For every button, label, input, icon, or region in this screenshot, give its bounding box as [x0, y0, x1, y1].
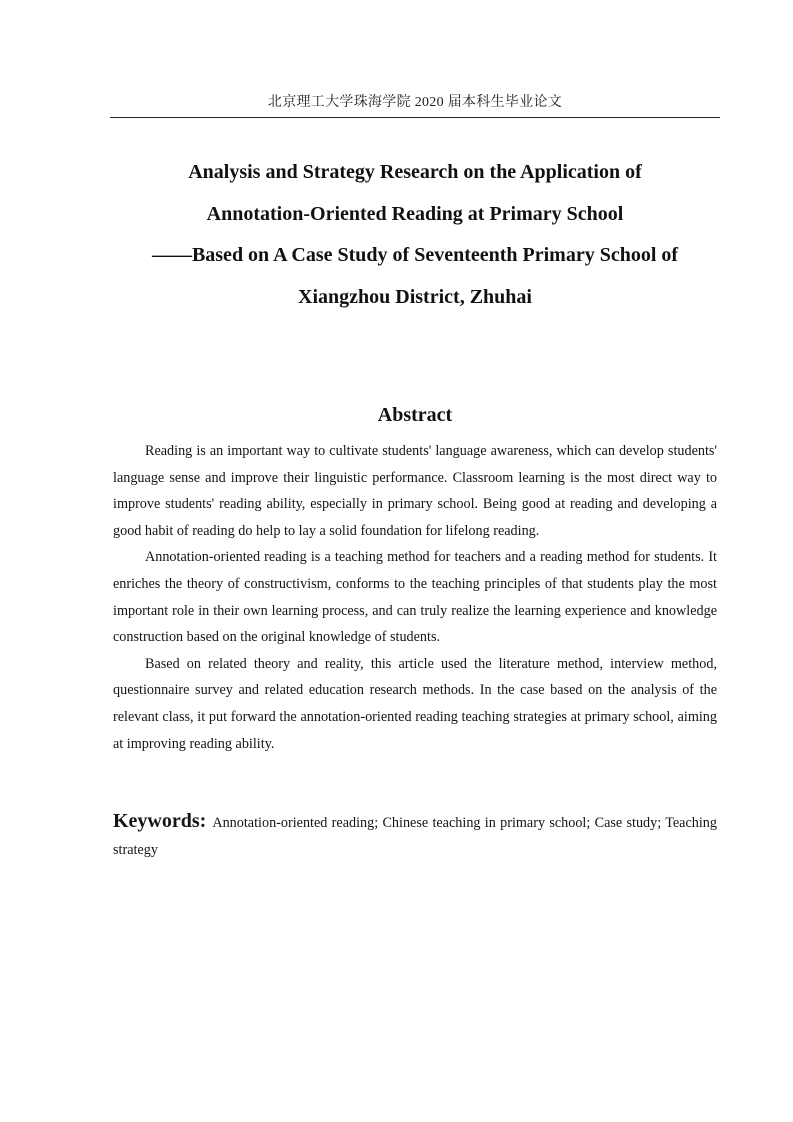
abstract-paragraph-3: Based on related theory and reality, this article used the literature method, interview method, questionnaire survey and related education research methods. In the case based on the analysis of the relevant class, it put forward the annotation-oriented reading teaching strategies at primary school, aiming at improving reading ability.: [113, 655, 717, 752]
title-line-3: ——Based on A Case Study of Seventeenth Primary School of: [151, 244, 679, 266]
title-line-4: Xiangzhou District, Zhuhai: [298, 285, 532, 308]
thesis-title: [100, 152, 730, 318]
abstract-body: [113, 438, 717, 757]
title-line-2: Annotation-Oriented Reading at Primary School: [206, 202, 624, 225]
abstract-paragraph-2: Annotation-oriented reading is a teaching method for teachers and a reading method for students. It enriches the theory of constructivism, conforms to the teaching principles of that students play the most important role in their own learning process, and can truly realize the learning experience and knowledge construction based on the original knowledge of students.: [113, 549, 717, 646]
header-rule: [110, 117, 720, 118]
keywords-section: [113, 808, 717, 864]
abstract-paragraph-1: Reading is an important way to cultivate students' language awareness, which can develop students' language sense and improve their linguistic performance. Classroom learning is the most direct way to improve students' reading ability, especially in primary school. Being good at reading and developing a good habit of reading do help to lay a solid foundation for lifelong reading.: [113, 443, 717, 539]
abstract-heading: Abstract: [377, 404, 453, 426]
title-line-1: Analysis and Strategy Research on the Application of: [188, 161, 642, 183]
keywords-text: Annotation-oriented reading; Chinese teaching in primary school; Case study; Teaching strategy: [113, 815, 717, 858]
keywords-label: Keywords:: [113, 810, 207, 832]
running-header: 北京理工大学珠海学院 2020 届本科生毕业论文: [267, 95, 563, 110]
